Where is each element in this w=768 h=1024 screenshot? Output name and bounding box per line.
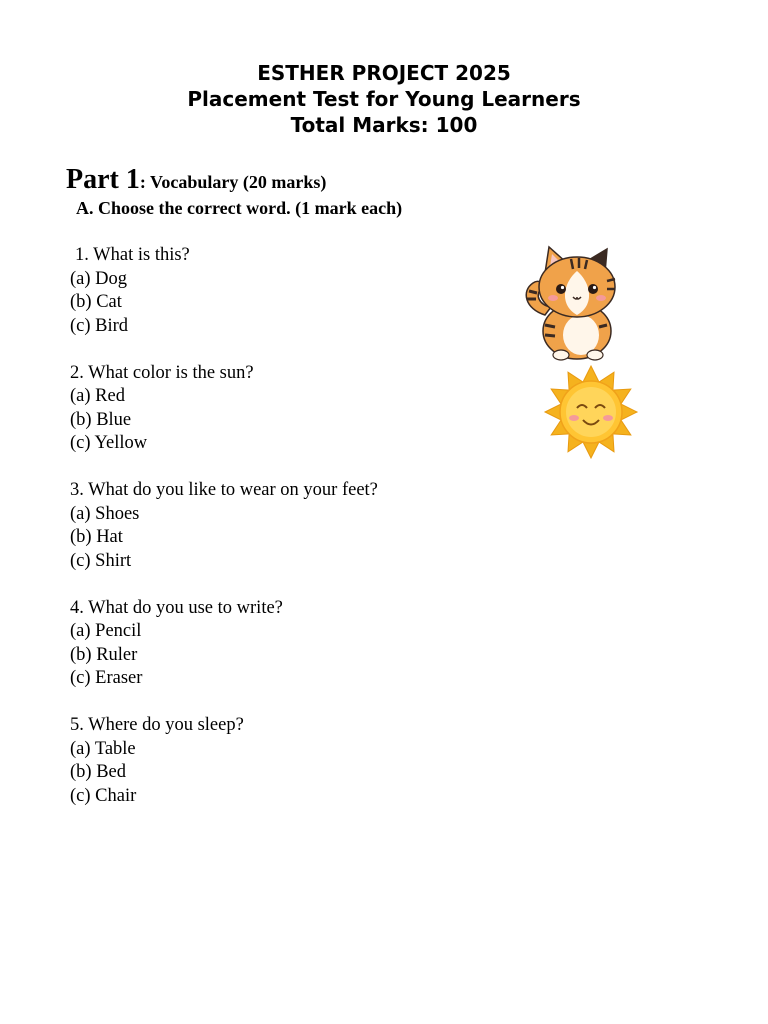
part-title: Part 1	[66, 164, 140, 195]
test-title: Placement Test for Young Learners	[187, 87, 581, 111]
part-subtitle: : Vocabulary (20 marks)	[139, 172, 327, 192]
option-c: (c) Shirt	[70, 550, 132, 571]
option-b: (b) Ruler	[70, 644, 138, 665]
option-c: (c) Chair	[70, 785, 137, 806]
question-stem: 1. What is this?	[75, 245, 190, 265]
option-a: (a) Red	[70, 386, 125, 406]
question-stem: 5. Where do you sleep?	[70, 715, 244, 735]
cat-illustration	[515, 243, 635, 363]
document-header	[0, 60, 768, 138]
question-4	[70, 597, 378, 691]
part-heading	[66, 164, 326, 196]
option-b: (b) Blue	[70, 409, 132, 430]
question-stem: 2. What color is the sun?	[70, 362, 254, 383]
sun-illustration	[525, 362, 645, 472]
option-a: (a) Shoes	[70, 503, 140, 524]
option-c: (c) Eraser	[70, 668, 143, 688]
question-2	[70, 362, 378, 456]
option-c: (c) Bird	[70, 315, 129, 336]
question-list	[70, 244, 378, 832]
option-b: (b) Bed	[70, 762, 126, 782]
option-b: (b) Hat	[70, 527, 123, 547]
question-1	[70, 244, 378, 338]
option-a: (a) Table	[70, 738, 136, 759]
section-instruction: A. Choose the correct word. (1 mark each)	[76, 198, 403, 218]
total-marks: Total Marks: 100	[290, 113, 478, 137]
option-a: (a) Dog	[70, 268, 128, 289]
question-5	[70, 714, 378, 808]
project-title: ESTHER PROJECT 2025	[257, 61, 511, 85]
question-3	[70, 479, 378, 573]
option-c: (c) Yellow	[70, 433, 148, 453]
option-a: (a) Pencil	[70, 621, 142, 641]
question-stem: 4. What do you use to write?	[70, 597, 283, 618]
question-stem: 3. What do you like to wear on your feet?	[70, 480, 378, 500]
option-b: (b) Cat	[70, 292, 122, 312]
